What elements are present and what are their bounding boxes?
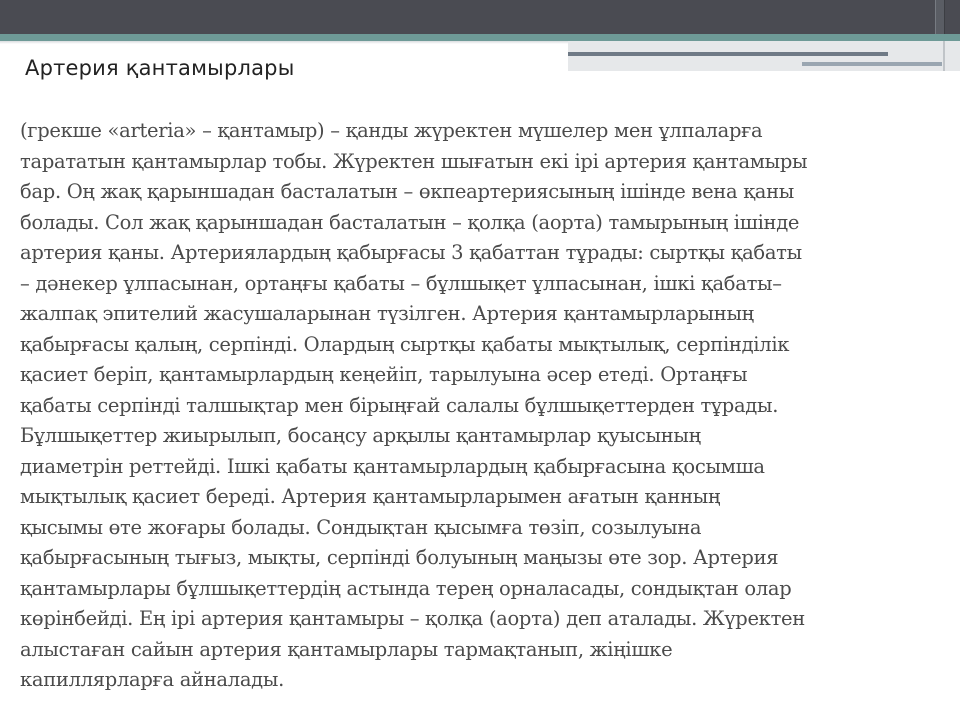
body-line: алыстаған сайын артерия қантамырлары тармақтанып, жіңішке — [20, 637, 673, 661]
body-line: қасиет беріп, қантамырлардың кеңейіп, тарылуына әсер етеді. Ортаңғы — [20, 363, 748, 386]
header-band — [0, 0, 960, 34]
body-line: тарататын қантамырлар тобы. Жүректен шығатын екі ірі артерия қантамыры — [20, 149, 808, 173]
body-line: қантамырлары бұлшықеттердің астында терең орналасады, сондықтан олар — [20, 576, 792, 600]
corner-divider — [943, 41, 945, 71]
body-line: жалпақ эпителий жасушаларынан түзілген. Артерия қантамырларының — [20, 302, 754, 325]
body-line: – дәнекер ұлпасынан, ортаңғы қабаты – бұлшықет ұлпасынан, ішкі қабаты– — [20, 271, 782, 295]
body-line: қысымы өте жоғары болады. Сондықтан қысымға төзіп, созылуына — [20, 515, 702, 539]
header-shadow — [0, 41, 570, 44]
decor-stripe-light — [802, 62, 942, 66]
body-line: көрінбейді. Ең ірі артерия қантамыры – қолқа (аорта) деп аталады. Жүректен — [20, 607, 805, 630]
decor-stripe-dark — [568, 52, 888, 56]
body-line: мықтылық қасиет береді. Артерия қантамырларымен ағатын қанның — [20, 485, 721, 508]
body-line: диаметрін реттейді. Ішкі қабаты қантамырлардың қабырғасына қосымша — [20, 454, 765, 478]
corner-accent-bar — [935, 0, 945, 34]
body-line: қабырғасы қалың, серпінді. Олардың сыртқы қабаты мықтылық, серпінділік — [20, 332, 790, 356]
body-line: болады. Сол жақ қарыншадан басталатын – қолқа (аорта) тамырының ішінде — [20, 210, 800, 234]
accent-line — [0, 34, 960, 41]
corner-decoration — [568, 41, 960, 71]
body-line: қабырғасының тығыз, мықты, серпінді болуының маңызы өте зор. Артерия — [20, 546, 779, 569]
body-line: капиллярларға айналады. — [20, 668, 284, 691]
body-line: қабаты серпінді талшықтар мен бірыңғай салалы бұлшықеттерден тұрады. — [20, 393, 779, 417]
slide-title: Артерия қантамырлары — [25, 56, 295, 80]
body-line: (грекше «arteria» – қантамыр) – қанды жүректен мүшелер мен ұлпаларға — [20, 119, 763, 142]
body-line: артерия қаны. Артериялардың қабырғасы 3 қабаттан тұрады: сыртқы қабаты — [20, 241, 802, 264]
body-line: Бұлшықеттер жиырылып, босаңсу арқылы қантамырлар қуысының — [20, 424, 701, 447]
body-line: бар. Оң жақ қарыншадан басталатын – өкпеартериясының ішінде вена қаны — [20, 180, 794, 203]
body-paragraph — [20, 116, 950, 696]
